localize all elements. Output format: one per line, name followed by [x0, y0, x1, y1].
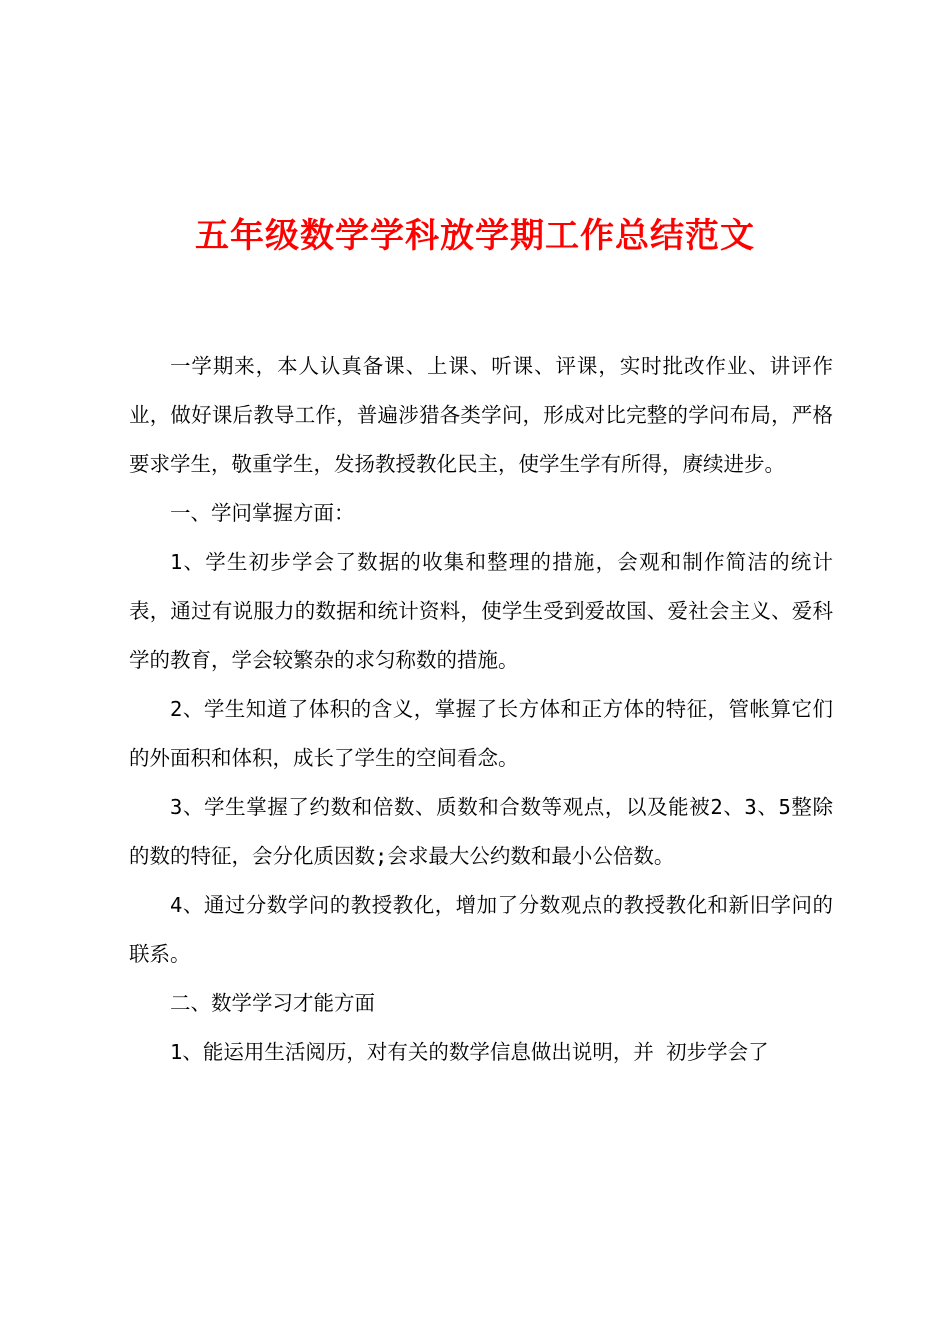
section-heading-knowledge: 一、学问掌握方面：: [170, 501, 355, 525]
paragraph-knowledge-1: 1、学生初步学会了数据的收集和整理的措施，会观和制作简洁的统计表，通过有说服力的数据和统计资料，使学生受到爱故国、爱社会主义、爱科学的教育，学会较繁杂的求匀称数的措施。: [129, 550, 833, 672]
paragraph-ability-1: 1、能运用生活阅历，对有关的数学信息做出说明，并 初步学会了: [170, 1040, 769, 1064]
paragraph-knowledge-3: 3、学生掌握了约数和倍数、质数和合数等观点，以及能被2、3、5整除的数的特征，会分化质因数;会求最大公约数和最小公倍数。: [129, 795, 833, 868]
paragraph-knowledge-4: 4、通过分数学问的教授教化，增加了分数观点的教授教化和新旧学问的联系。: [129, 893, 833, 966]
document-body: [129, 342, 833, 1077]
section-heading-ability: 二、数学学习才能方面: [170, 991, 375, 1015]
document-title: 五年级数学学科放学期工作总结范文: [195, 216, 755, 256]
paragraph-knowledge-2: 2、学生知道了体积的含义，掌握了长方体和正方体的特征，管帐算它们的外面积和体积，成长了学生的空间看念。: [129, 697, 833, 770]
paragraph-intro: 一学期来，本人认真备课、上课、听课、评课，实时批改作业、讲评作业，做好课后教导工作，普遍涉猎各类学问，形成对比完整的学问布局，严格要求学生，敬重学生，发扬教授教化民主，使学生学有所得，赓续进步。: [129, 354, 833, 476]
